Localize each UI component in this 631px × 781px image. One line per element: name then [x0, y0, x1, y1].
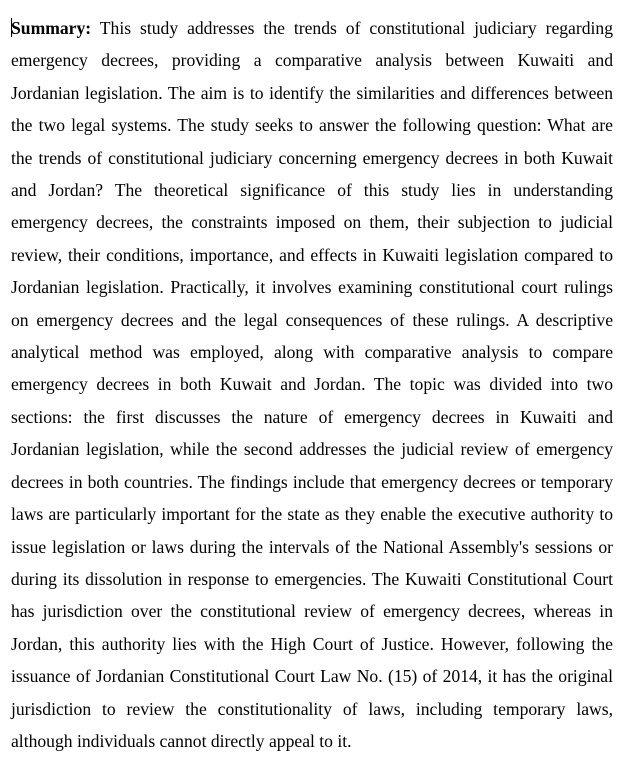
document-page [11, 12, 613, 757]
summary-label: Summary: [11, 18, 92, 38]
summary-paragraph [11, 12, 613, 757]
summary-text: This study addresses the trends of constitutional judiciary regarding emergency decrees, providing a comparative analysis between Kuwaiti and Jordanian legislation. The aim is to identify the similarities and differences between the two legal systems. The study seeks to answer the following question: What are the trends of constitutional judiciary concerning emergency decrees in both Kuwait and Jordan? The theoretical significance of this study lies in understanding emergency decrees, the constraints imposed on them, their subjection to judicial review, their conditions, importance, and effects in Kuwaiti legislation compared to Jordanian legislation. Practically, it involves examining constitutional court rulings on emergency decrees and the legal consequences of these rulings. A descriptive analytical method was employed, along with comparative analysis to compare emergency decrees in both Kuwait and Jordan. The topic was divided into two sections: the first discusses the nature of emergency decrees in Kuwaiti and Jordanian legislation, while the second addresses the judicial review of emergency decrees in both countries. The findings include that emergency decrees or temporary laws are particularly important for the state as they enable the executive authority to issue legislation or laws during the intervals of the National Assembly's sessions or during its dissolution in response to emergencies. The Kuwaiti Constitutional Court has jurisdiction over the constitutional review of emergency decrees, whereas in Jordan, this authority lies with the High Court of Justice. However, following the issuance of Jordanian Constitutional Court Law No. (15) of 2014, it has the original jurisdiction to review the constitutionality of laws, including temporary laws, although individuals cannot directly appeal to it. [11, 18, 613, 751]
